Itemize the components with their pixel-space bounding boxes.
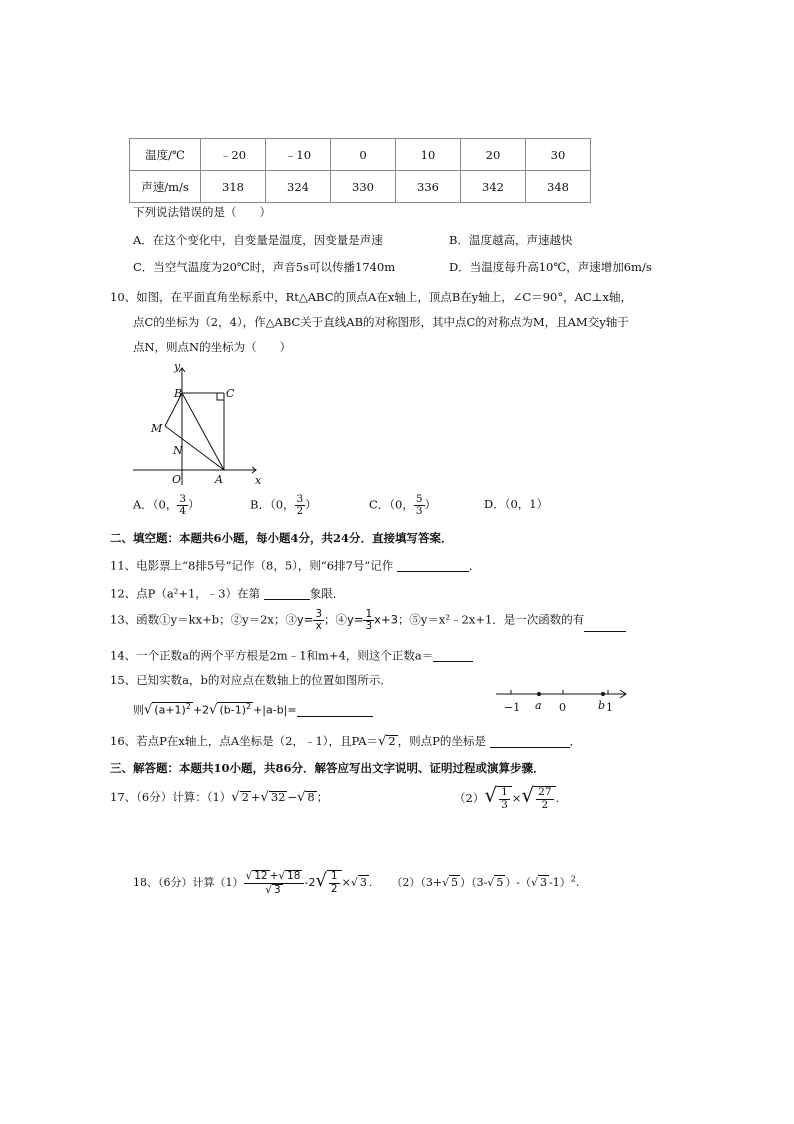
question-text: 12、点P（a²+1，﹣3）在第 — [110, 586, 261, 601]
fraction — [295, 494, 306, 517]
radicand — [217, 702, 253, 716]
radicand: 32 — [270, 790, 286, 804]
question-text: ． — [468, 558, 481, 573]
radicand: 5 — [496, 876, 504, 889]
table-cell: 20 — [461, 139, 526, 171]
fraction — [313, 609, 324, 632]
sqrt-icon: √ — [209, 702, 218, 718]
exponent: 2 — [570, 874, 576, 884]
question-text: 18、（6分）计算（1） — [133, 876, 244, 889]
numerator: 3 — [315, 608, 323, 620]
q10-line-1: 10、如图，在平面直角坐标系中，Rt△ABC的顶点A在x轴上，顶点B在y轴上，∠C＝90°，AC⊥x轴， — [110, 290, 632, 304]
table-cell: 342 — [461, 171, 526, 203]
q15-line-1: 15、已知实数a，b的对应点在数轴上的位置如图所示． — [110, 673, 392, 687]
denominator: 4 — [179, 505, 187, 518]
table-cell: 324 — [266, 171, 331, 203]
denominator: 3 — [415, 505, 423, 518]
table-row — [130, 171, 591, 203]
q10-option-a — [133, 494, 200, 517]
denominator: 2 — [541, 798, 549, 811]
math-text: 则 — [133, 703, 144, 717]
question-text: ；⑤y＝x²﹣2x+1．是一次函数的有 — [397, 612, 585, 627]
q9-option-c: C．当空气温度为20℃时，声音5s可以传播1740m — [133, 260, 396, 274]
question-text: 11、电影票上“8排5号”记作（8，5），则“6排7号”记作 — [110, 558, 394, 573]
q10-figure — [128, 360, 268, 490]
fraction — [244, 870, 305, 895]
table-cell: 348 — [526, 171, 591, 203]
q10-line-3: 点N，则点N的坐标为（ ） — [133, 340, 292, 354]
sqrt-icon: √ — [531, 876, 539, 889]
fraction — [363, 609, 374, 632]
label-a: A — [215, 473, 223, 486]
answer-blank — [584, 619, 626, 632]
denominator: 2 — [296, 505, 304, 518]
table-header-speed: 声速/m/s — [130, 171, 201, 203]
denominator: 2 — [330, 882, 338, 895]
sqrt-icon: √ — [350, 876, 358, 889]
table-header-temperature: 温度/℃ — [130, 139, 201, 171]
radicand — [497, 786, 512, 810]
radicand-text: (a+1) — [154, 703, 186, 717]
q10-option-c — [369, 494, 436, 517]
segment-ab — [182, 393, 224, 470]
math-text: -2 — [304, 876, 316, 889]
label-minus-one: −1 — [504, 701, 521, 714]
math-text: . — [575, 876, 580, 889]
math-text: × — [511, 791, 522, 805]
answer-blank — [397, 559, 469, 572]
sqrt-icon: √ — [378, 734, 387, 749]
sqrt-icon: √ — [260, 790, 269, 805]
sqrt-icon: √ — [278, 870, 286, 883]
question-text: 14、一个正数a的两个平方根是2m﹣1和m+4，则这个正数a＝ — [110, 648, 434, 663]
q10-option-d: D．（0，1） — [484, 497, 549, 511]
question-text: 17、（6分）计算：（1） — [110, 790, 232, 804]
sqrt-icon: √ — [144, 702, 153, 718]
q18 — [133, 870, 579, 896]
fraction — [536, 787, 553, 810]
table-cell: 318 — [201, 171, 266, 203]
numerator: 1 — [365, 608, 373, 620]
label-n: N — [173, 444, 183, 457]
option-text: C．（0， — [369, 497, 414, 512]
speed-table — [129, 138, 591, 203]
sqrt-icon: √ — [442, 876, 450, 889]
radicand — [534, 786, 555, 810]
number-line — [494, 684, 634, 716]
radicand: 8 — [307, 790, 315, 804]
numerator: 5 — [415, 493, 423, 505]
right-angle-mark — [217, 393, 224, 400]
radicand: 5 — [451, 876, 459, 889]
numerator: 3 — [296, 493, 304, 505]
label-o: O — [172, 473, 182, 486]
answer-blank — [490, 735, 570, 748]
q10-line-2: 点C的坐标为（2，4），作△ABC关于直线AB的对称图形，其中点C的对称点为M，且AM交y轴于 — [133, 315, 629, 329]
answer-blank — [433, 649, 473, 662]
radicand — [152, 702, 193, 716]
answer-blank — [264, 587, 310, 600]
math-text: y= — [347, 612, 364, 627]
option-text: A．（0， — [133, 497, 178, 512]
numerator: 1 — [330, 870, 338, 883]
q9-option-d: D．当温度每升高10℃，声速增加6m/s — [449, 260, 652, 274]
radicand — [327, 870, 342, 894]
math-text: + — [269, 870, 279, 883]
math-text: +2 — [192, 703, 210, 717]
question-text: 13、函数①y＝kx+b；②y＝2x；③ — [110, 612, 297, 627]
fraction — [177, 494, 188, 517]
sqrt-icon: √ — [521, 783, 535, 807]
math-text: ）-（ — [505, 876, 532, 889]
sqrt-icon: √ — [487, 876, 495, 889]
q9-stem: 下列说法错误的是（ ） — [133, 205, 271, 219]
radicand: 12 — [254, 870, 268, 883]
q13 — [110, 609, 626, 632]
question-text: （2）（3+ — [391, 876, 443, 889]
numerator: 27 — [538, 786, 552, 799]
radicand: 18 — [287, 870, 301, 883]
exponent: 2 — [246, 702, 252, 711]
question-text: （2） — [454, 791, 485, 805]
math-text: ）（3- — [460, 876, 488, 889]
option-text: B．（0， — [250, 497, 295, 512]
q16 — [110, 735, 581, 748]
answer-blank — [297, 704, 373, 717]
option-text: ） — [424, 497, 437, 512]
point-a — [537, 692, 541, 696]
numerator: 1 — [501, 786, 508, 799]
table-row — [130, 139, 591, 171]
math-text: +|a-b|= — [253, 703, 297, 717]
label-zero: 0 — [559, 701, 566, 714]
question-text: ． — [569, 734, 582, 748]
option-text: ） — [305, 497, 317, 512]
table-cell: 0 — [331, 139, 396, 171]
sqrt-icon: √ — [265, 883, 272, 896]
point-b — [601, 692, 605, 696]
sqrt-icon: √ — [315, 870, 327, 891]
radicand: 2 — [388, 734, 396, 748]
q12 — [110, 587, 344, 600]
numerator: 3 — [179, 493, 187, 505]
section-3-heading: 三、解答题：本题共10小题，共86分．解答应写出文字说明、证明过程或演算步骤． — [110, 761, 545, 775]
radicand: 3 — [273, 883, 281, 896]
numerator — [244, 870, 305, 883]
table-cell: ﹣20 — [201, 139, 266, 171]
sqrt-icon: √ — [484, 783, 498, 807]
table-cell: ﹣10 — [266, 139, 331, 171]
label-y: y — [174, 360, 181, 373]
question-text: ，则点P的坐标是 — [397, 734, 486, 748]
table-cell: 10 — [396, 139, 461, 171]
q17-part-1 — [110, 791, 328, 804]
math-text: -1） — [549, 876, 571, 889]
q9-option-b: B．温度越高，声速越快 — [449, 233, 573, 247]
question-text: 象限． — [309, 586, 345, 601]
sqrt-icon: √ — [297, 790, 306, 805]
denominator: 3 — [365, 620, 373, 633]
table-cell: 330 — [331, 171, 396, 203]
label-one: 1 — [606, 701, 613, 714]
table-cell: 336 — [396, 171, 461, 203]
label-a: a — [535, 699, 542, 712]
q15-expression — [133, 702, 373, 717]
question-text: ；④ — [324, 612, 348, 627]
denominator: x — [315, 620, 322, 633]
q17-part-2 — [454, 783, 559, 811]
label-b: B — [174, 387, 183, 400]
option-text: ） — [188, 497, 200, 512]
exponent: 2 — [185, 702, 191, 711]
math-text: ； — [316, 790, 329, 804]
label-m: M — [151, 422, 163, 435]
label-x: x — [255, 474, 262, 487]
math-text: . — [555, 791, 560, 805]
radicand: 3 — [359, 876, 367, 889]
label-b: b — [598, 699, 606, 712]
radicand: 2 — [241, 790, 249, 804]
math-text: − — [287, 790, 298, 804]
denominator: 3 — [501, 798, 508, 811]
question-text: 16、若点P在x轴上，点A坐标是（2，﹣1），且PA＝ — [110, 734, 379, 748]
label-c: C — [226, 387, 235, 400]
radicand: 3 — [540, 876, 548, 889]
math-text: . — [368, 876, 373, 889]
table-cell: 30 — [526, 139, 591, 171]
sqrt-icon: √ — [245, 870, 253, 883]
math-text: × — [341, 876, 351, 889]
denominator — [244, 884, 305, 896]
fraction — [499, 787, 510, 810]
math-text: y= — [296, 612, 314, 627]
q11 — [110, 559, 480, 572]
fraction — [414, 494, 425, 517]
q14 — [110, 649, 473, 662]
section-2-heading: 二、填空题：本题共6小题，每小题4分，共24分．直接填写答案． — [110, 531, 453, 545]
sqrt-icon: √ — [231, 790, 240, 805]
fraction — [329, 871, 340, 894]
q10-option-b — [250, 494, 317, 517]
q9-option-a: A．在这个变化中，自变量是温度，因变量是声速 — [133, 233, 383, 247]
math-text: + — [250, 790, 261, 804]
math-text: x+3 — [374, 612, 398, 627]
radicand-text: (b-1) — [219, 703, 246, 717]
